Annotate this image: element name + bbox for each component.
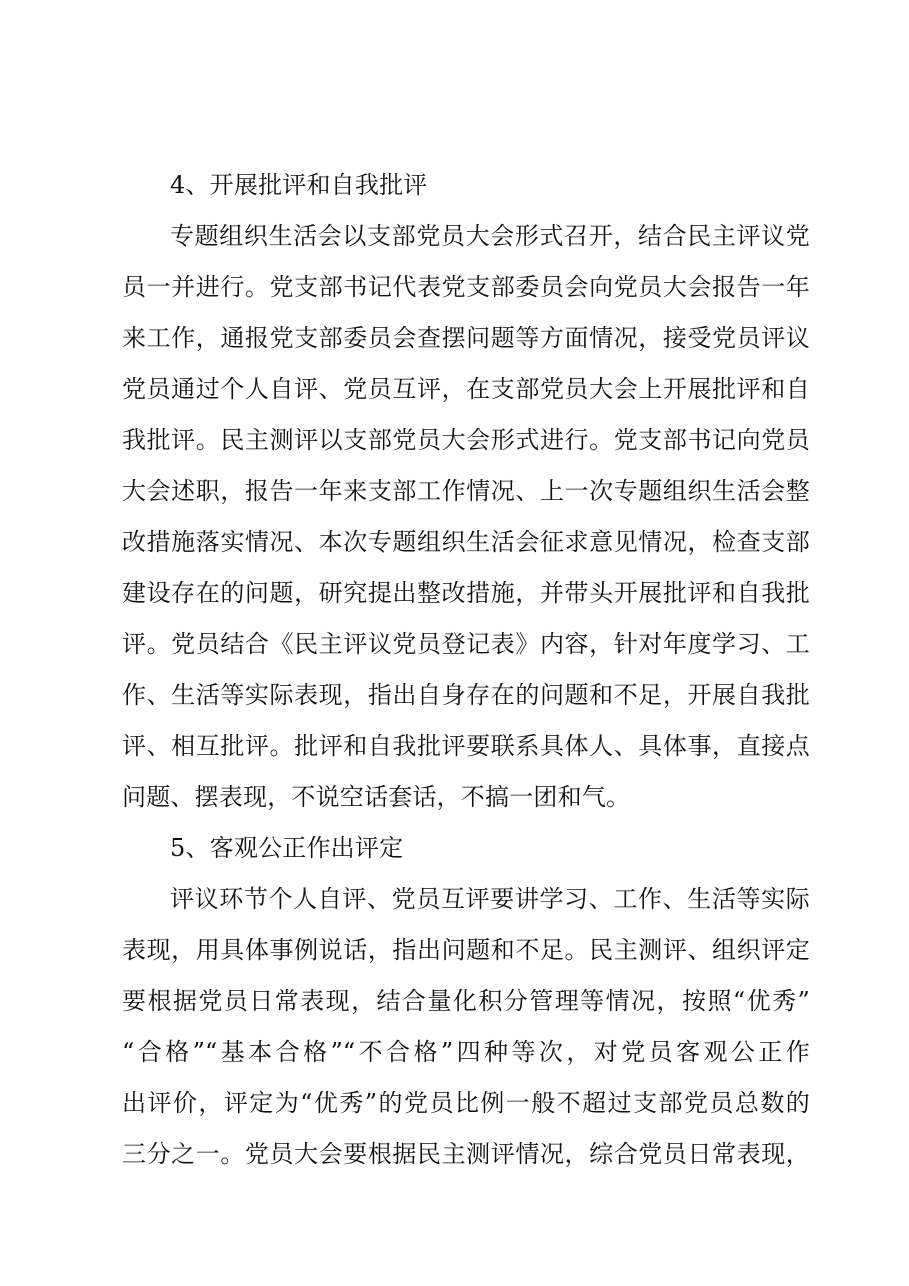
paragraph-line: 员一并进行。党支部书记代表党支部委员会向党员大会报告一年 [122,273,810,301]
paragraph-line-last: 问题、摆表现，不说空话套话，不搞一团和气。 [122,783,631,811]
paragraph-line: 评。党员结合《民主评议党员登记表》内容，针对年度学习、工 [122,630,810,658]
paragraph-line: 三分之一。党员大会要根据民主测评情况，综合党员日常表现， [122,1140,810,1168]
paragraph-line: 我批评。民主测评以支部党员大会形式进行。党支部书记向党员 [122,426,810,454]
paragraph-line: 建设存在的问题，研究提出整改措施，并带头开展批评和自我批 [122,579,810,607]
paragraph-line: 党员通过个人自评、党员互评，在支部党员大会上开展批评和自 [122,375,810,403]
paragraph-line: 评、相互批评。批评和自我批评要联系具体人、具体事，直接点 [122,732,810,760]
paragraph-line: 专题组织生活会以支部党员大会形式召开，结合民主评议党 [170,222,810,250]
paragraph-line: 表现，用具体事例说话，指出问题和不足。民主测评、组织评定 [122,936,810,964]
section-4-heading: 4、开展批评和自我批评 [170,171,428,199]
section-5-heading: 5、客观公正作出评定 [170,834,404,862]
paragraph-line: “合格”“基本合格”“不合格”四种等次，对党员客观公正作 [122,1038,810,1066]
paragraph-line: 作、生活等实际表现，指出自身存在的问题和不足，开展自我批 [122,681,810,709]
paragraph-line: 改措施落实情况、本次专题组织生活会征求意见情况，检查支部 [122,528,810,556]
paragraph-line: 评议环节个人自评、党员互评要讲学习、工作、生活等实际 [170,885,810,913]
paragraph-line: 出评价，评定为“优秀”的党员比例一般不超过支部党员总数的 [122,1089,810,1117]
paragraph-line: 大会述职，报告一年来支部工作情况、上一次专题组织生活会整 [122,477,810,505]
paragraph-line: 来工作，通报党支部委员会查摆问题等方面情况，接受党员评议 [122,324,810,352]
paragraph-line: 要根据党员日常表现，结合量化积分管理等情况，按照“优秀” [122,987,810,1015]
